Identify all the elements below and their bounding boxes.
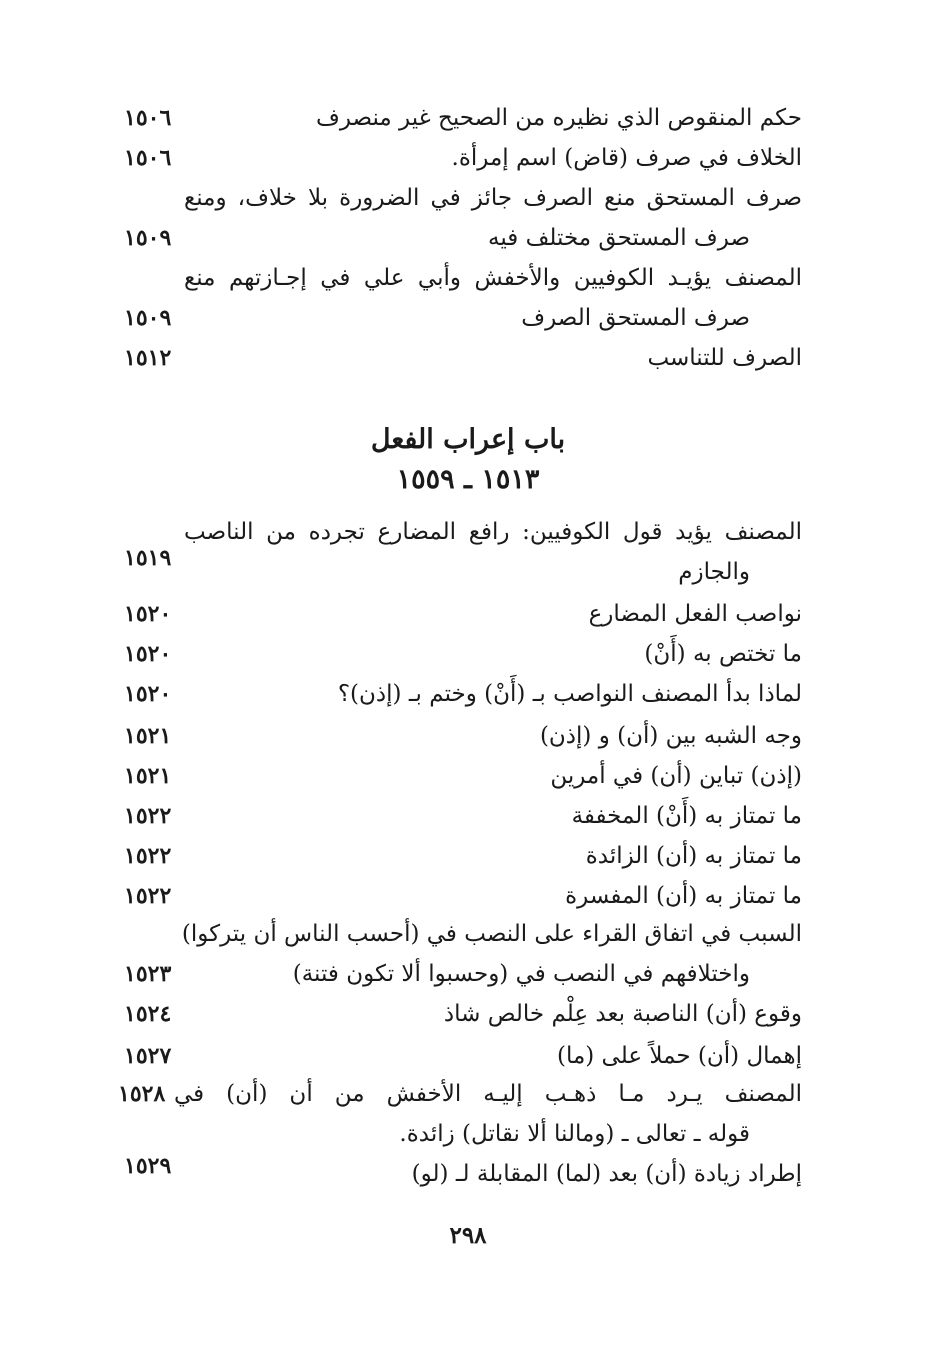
index-entry [0,674,936,714]
entry-text: وجه الشبه بين (أن) و (إذن) [539,723,802,749]
index-entry [0,338,936,378]
entry-page-number: ١٥٢٢ [124,843,172,869]
index-entry [0,914,936,954]
entry-text: الصرف للتناسب [647,345,802,371]
chapter-page-range: ١٥١٣ ـ ١٥٥٩ [396,464,540,495]
index-entry [0,876,936,916]
index-entry [0,1074,936,1114]
entry-page-number: ١٥٢٠ [124,681,172,707]
index-entry [0,298,936,338]
entry-page-number: ١٥٠٦ [124,145,172,171]
entry-text: ما تختص به (أَنْ) [644,641,802,667]
entry-page-number: ١٥٢٨ [118,1081,166,1107]
index-entry [0,258,936,298]
index-entry [0,994,936,1034]
index-entry [0,218,936,258]
entry-text: المصنف يؤيـد الكوفيين والأخفش وأبي علي في إجـازتهم منع [184,265,802,291]
entry-page-number: ١٥٢٣ [124,961,172,987]
chapter-title: باب إعراب الفعل [370,424,566,455]
entry-text: نواصب الفعل المضارع [588,601,802,627]
entry-text: وقوع (أن) الناصبة بعد عِلْم خالص شاذ [443,1001,802,1027]
entry-page-number: ١٥١٢ [124,345,172,371]
entry-text: صرف المستحق مختلف فيه [488,225,750,251]
index-entry [0,545,936,592]
entry-page-number: ١٥٢١ [124,723,172,749]
entry-page-number: ١٥٢٩ [124,1153,172,1179]
index-entry [0,1154,936,1194]
entry-page-number: ١٥٠٩ [124,225,172,251]
index-entry [0,138,936,178]
index-entry [0,178,936,218]
entry-text: السبب في اتفاق القراء على النصب في (أحسب الناس أن يتركوا) [181,921,802,947]
entry-text: ما تمتاز به (أَنْ) المخففة [571,803,802,829]
index-entry [0,836,936,876]
index-entry [0,634,936,674]
entry-text: ما تمتاز به (أن) الزائدة [585,843,802,869]
entry-text: (إذن) تباين (أن) في أمرين [550,763,802,789]
entry-text: إطراد زيادة (أن) بعد (لما) المقابلة لـ (لو) [411,1161,802,1187]
entry-text: الخلاف في صرف (قاض) اسم إمرأة. [451,145,802,171]
entry-text: واختلافهم في النصب في (وحسبوا ألا تكون فتنة) [292,961,750,987]
entry-text: والجازم [678,559,750,585]
index-entry [0,796,936,836]
page-number: ٢٩٨ [449,1222,487,1249]
entry-text: ما تمتاز به (أن) المفسرة [565,883,802,909]
entry-page-number: ١٥٢٢ [124,803,172,829]
entry-text: المصنف يـرد مـا ذهـب إليـه الأخفش من أن (أن) في [174,1081,802,1107]
entry-page-number: ١٥٠٩ [124,305,172,331]
entry-page-number: ١٥٢٧ [124,1043,172,1069]
index-entry [0,756,936,796]
entry-text: المصنف يؤيد قول الكوفيين: رافع المضارع تجرده من الناصب [184,519,802,545]
index-entry [0,716,936,756]
entry-text: حكم المنقوص الذي نظيره من الصحيح غير منصرف [316,105,802,131]
entry-page-number: ١٥٢٠ [124,601,172,627]
entry-page-number: ١٥١٩ [124,545,172,571]
entry-text: لماذا بدأ المصنف النواصب بـ (أَنْ) وختم بـ (إذن)؟ [337,681,802,707]
entry-page-number: ١٥٠٦ [124,105,172,131]
entry-page-number: ١٥٢٤ [124,1001,172,1027]
entry-text: صرف المستحق الصرف [521,305,750,331]
index-entry [0,954,936,994]
index-entry [0,594,936,634]
entry-page-number: ١٥٢١ [124,763,172,789]
entry-text: قوله ـ تعالى ـ (ومالنا ألا نقاتل) زائدة. [399,1121,750,1147]
index-entry [0,1036,936,1076]
entry-page-number: ١٥٢٢ [124,883,172,909]
index-entry [0,98,936,138]
entry-page-number: ١٥٢٠ [124,641,172,667]
entry-text: إهمال (أن) حملاً على (ما) [556,1043,802,1069]
entry-text: صرف المستحق منع الصرف جائز في الضرورة بلا خلاف، ومنع [184,185,802,211]
